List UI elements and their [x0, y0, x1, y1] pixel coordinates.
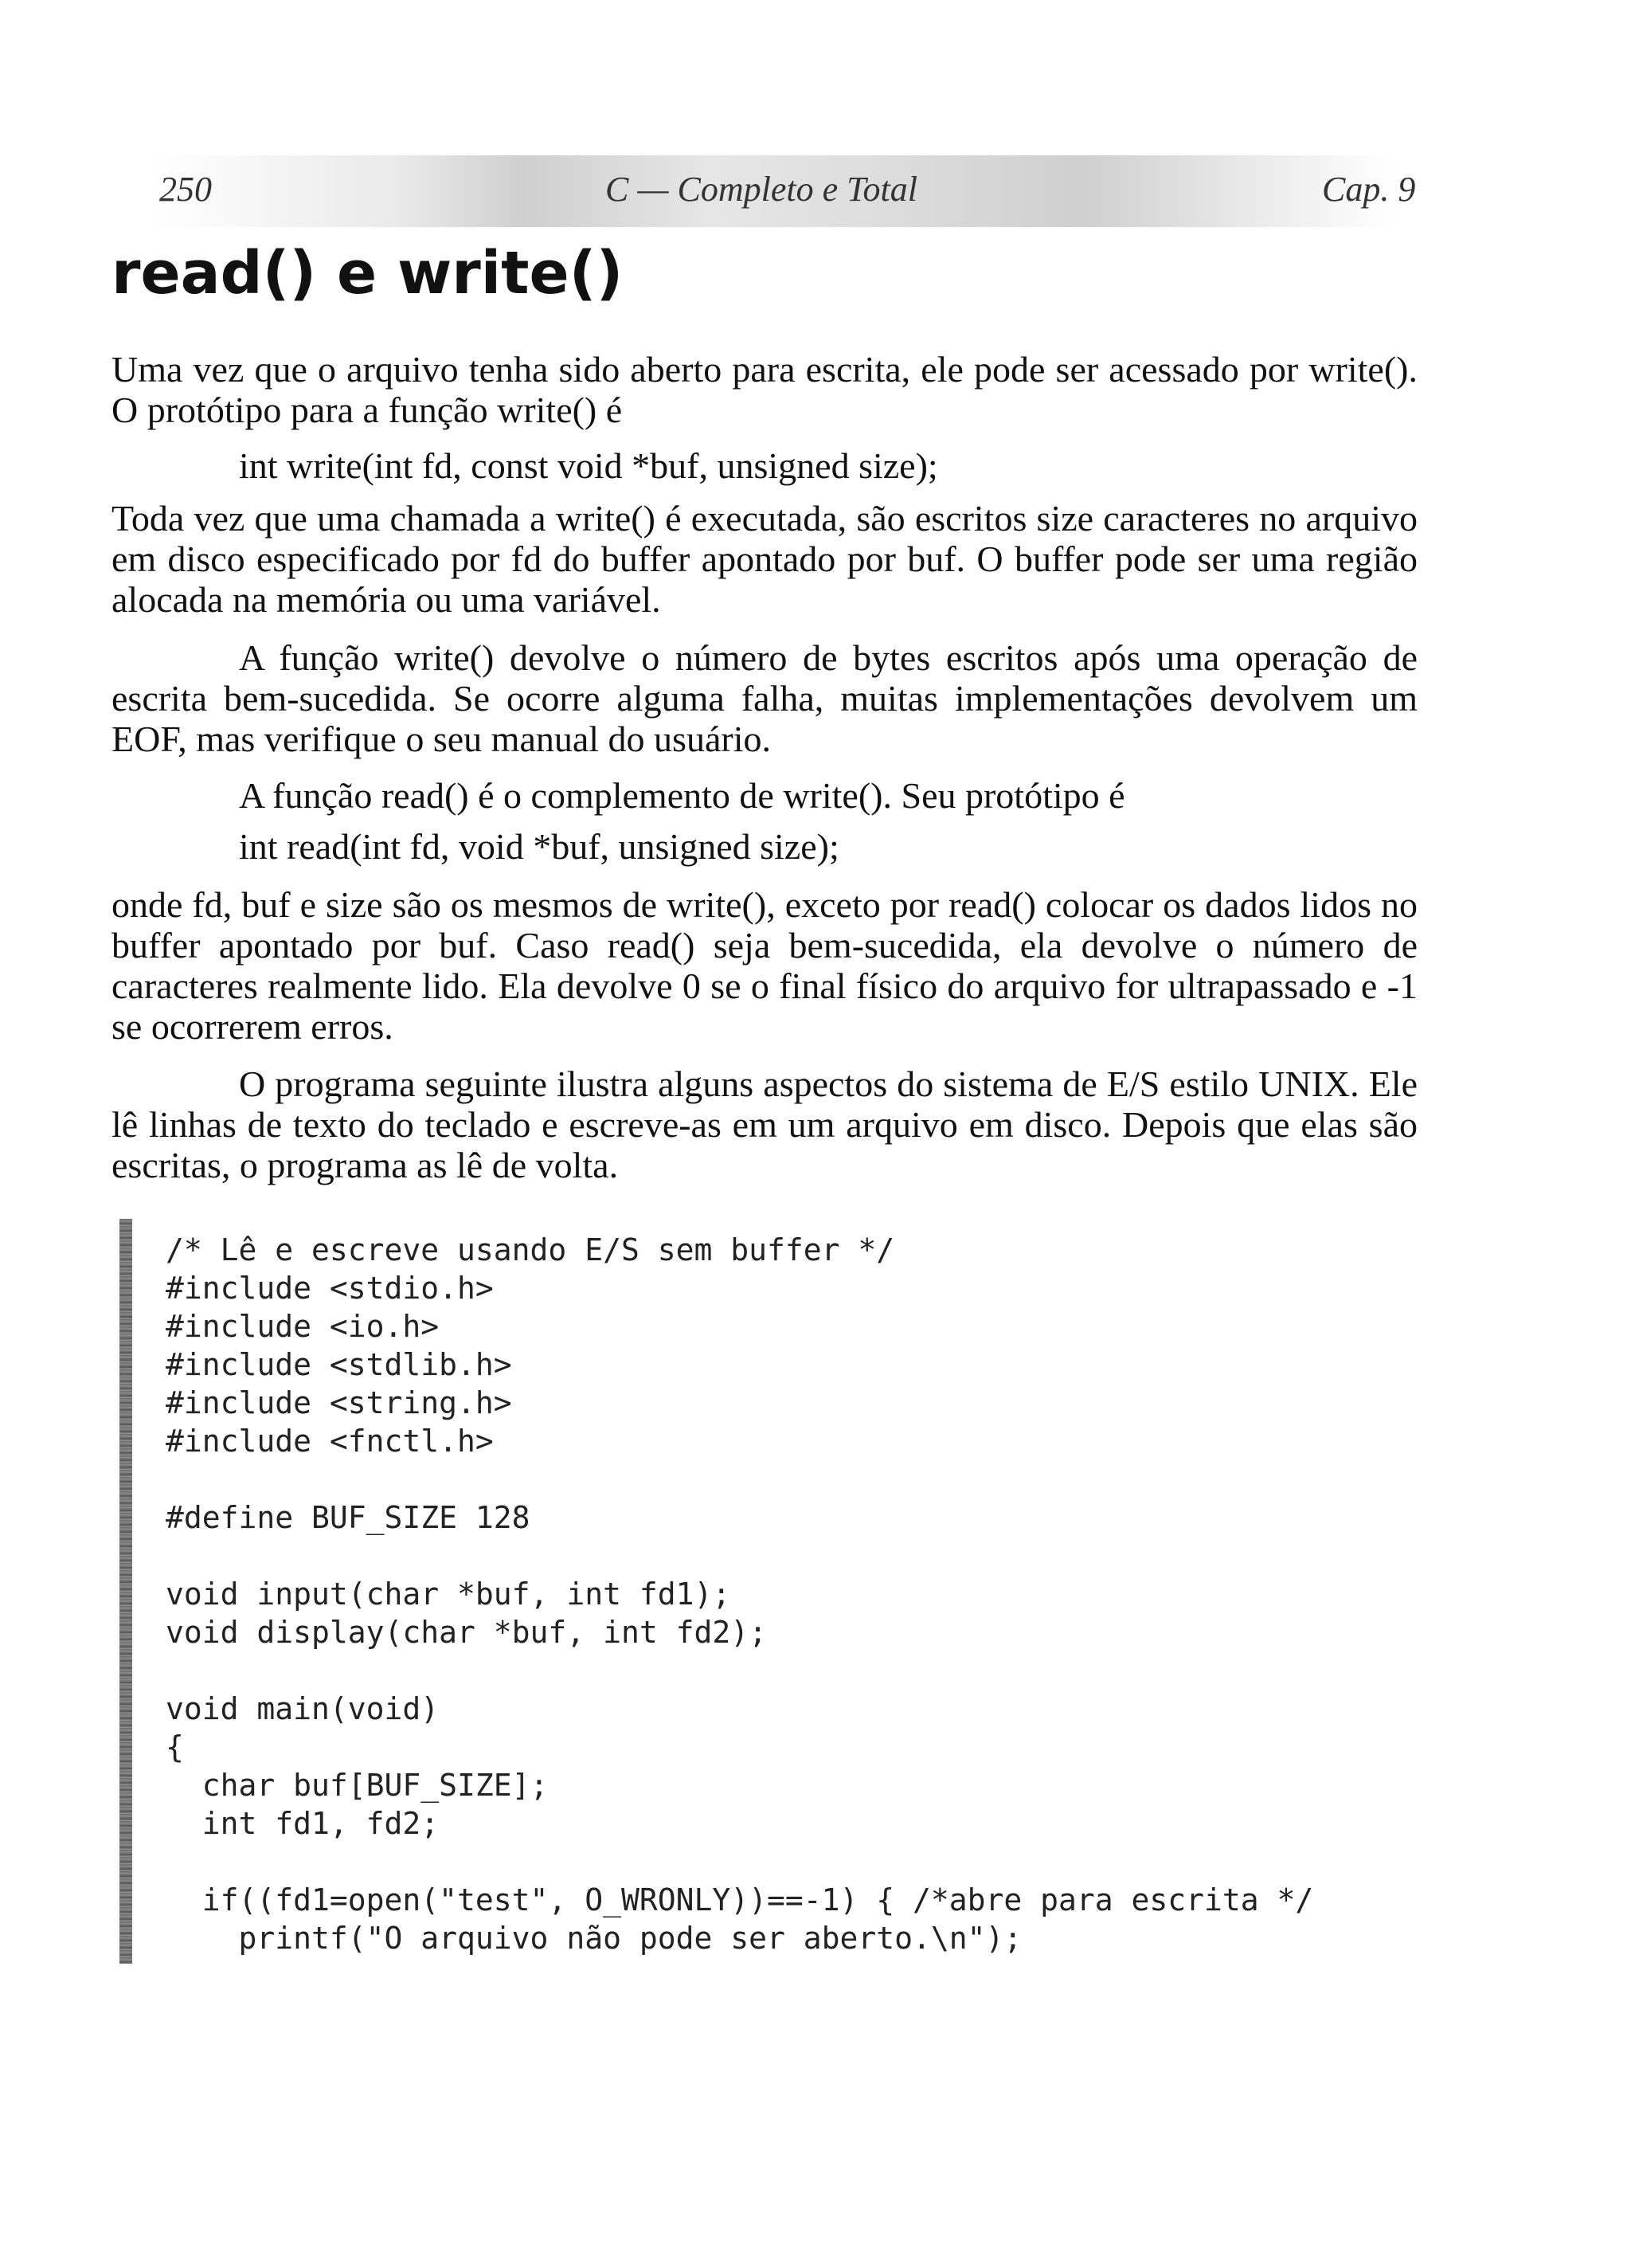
- paragraph-2: Toda vez que uma chamada a write() é executada, são escritos size caracteres no arquivo em disco especificado por fd do buffer apontado por buf. O buffer pode ser uma região alocada na memória ou uma variável.: [111, 498, 1418, 620]
- code-line: #define BUF_SIZE 128: [166, 1500, 530, 1535]
- code-line: int fd1, fd2;: [166, 1806, 440, 1841]
- page-number: 250: [159, 170, 212, 209]
- paragraph-3: A função write() devolve o número de bytes escritos após uma operação de escrita bem-sucedida. Se ocorre alguma falha, muitas implementações devolvem um EOF, mas verifique o seu manual do usuário.: [111, 637, 1418, 759]
- code-line: #include <stdio.h>: [166, 1271, 494, 1306]
- paragraph-4: A função read() é o complemento de write(). Seu protótipo é: [239, 775, 1125, 816]
- code-line: printf("O arquivo não pode ser aberto.\n");: [166, 1921, 1023, 1956]
- code-line: /* Lê e escreve usando E/S sem buffer */: [166, 1232, 895, 1267]
- code-line: #include <fnctl.h>: [166, 1424, 494, 1459]
- code-line: [166, 1843, 1313, 1881]
- code-line: [166, 1537, 1313, 1575]
- code-line: char buf[BUF_SIZE];: [166, 1768, 549, 1803]
- code-margin-bar: [119, 1219, 132, 1964]
- paragraph-6: O programa seguinte ilustra alguns aspectos do sistema de E/S estilo UNIX. Ele lê linhas de texto do teclado e escreve-as em um arquivo em disco. Depois que elas são escritas, o programa as lê de volta.: [111, 1063, 1418, 1185]
- code-listing: [166, 1231, 1313, 1957]
- code-line: void main(void): [166, 1691, 440, 1726]
- code-line: if((fd1=open("test", O_WRONLY))==-1) { /*abre para escrita */: [166, 1882, 1314, 1917]
- paragraph-1: Uma vez que o arquivo tenha sido aberto para escrita, ele pode ser acessado por write(). O protótipo para a função write() é: [111, 349, 1418, 430]
- code-line: [166, 1651, 1313, 1690]
- code-line: #include <stdlib.h>: [166, 1347, 512, 1382]
- section-title: read() e write(): [111, 239, 624, 307]
- prototype-read: int read(int fd, void *buf, unsigned size);: [239, 826, 839, 867]
- paragraph-5: onde fd, buf e size são os mesmos de write(), exceto por read() colocar os dados lidos no buffer apontado por buf. Caso read() seja bem-sucedida, ela devolve o número de caracteres realmente lido. Ela devolve 0 se o final físico do arquivo for ultrapassado e -1 se ocorrerem erros.: [111, 884, 1418, 1047]
- code-line: void display(char *buf, int fd2);: [166, 1615, 767, 1650]
- book-title: C — Completo e Total: [605, 170, 917, 209]
- code-line: void input(char *buf, int fd1);: [166, 1577, 731, 1612]
- prototype-write: int write(int fd, const void *buf, unsigned size);: [239, 445, 938, 486]
- code-line: [166, 1460, 1313, 1498]
- code-line: #include <io.h>: [166, 1309, 440, 1344]
- code-line: #include <string.h>: [166, 1385, 512, 1420]
- code-line: {: [166, 1729, 184, 1765]
- chapter-label: Cap. 9: [1322, 170, 1416, 209]
